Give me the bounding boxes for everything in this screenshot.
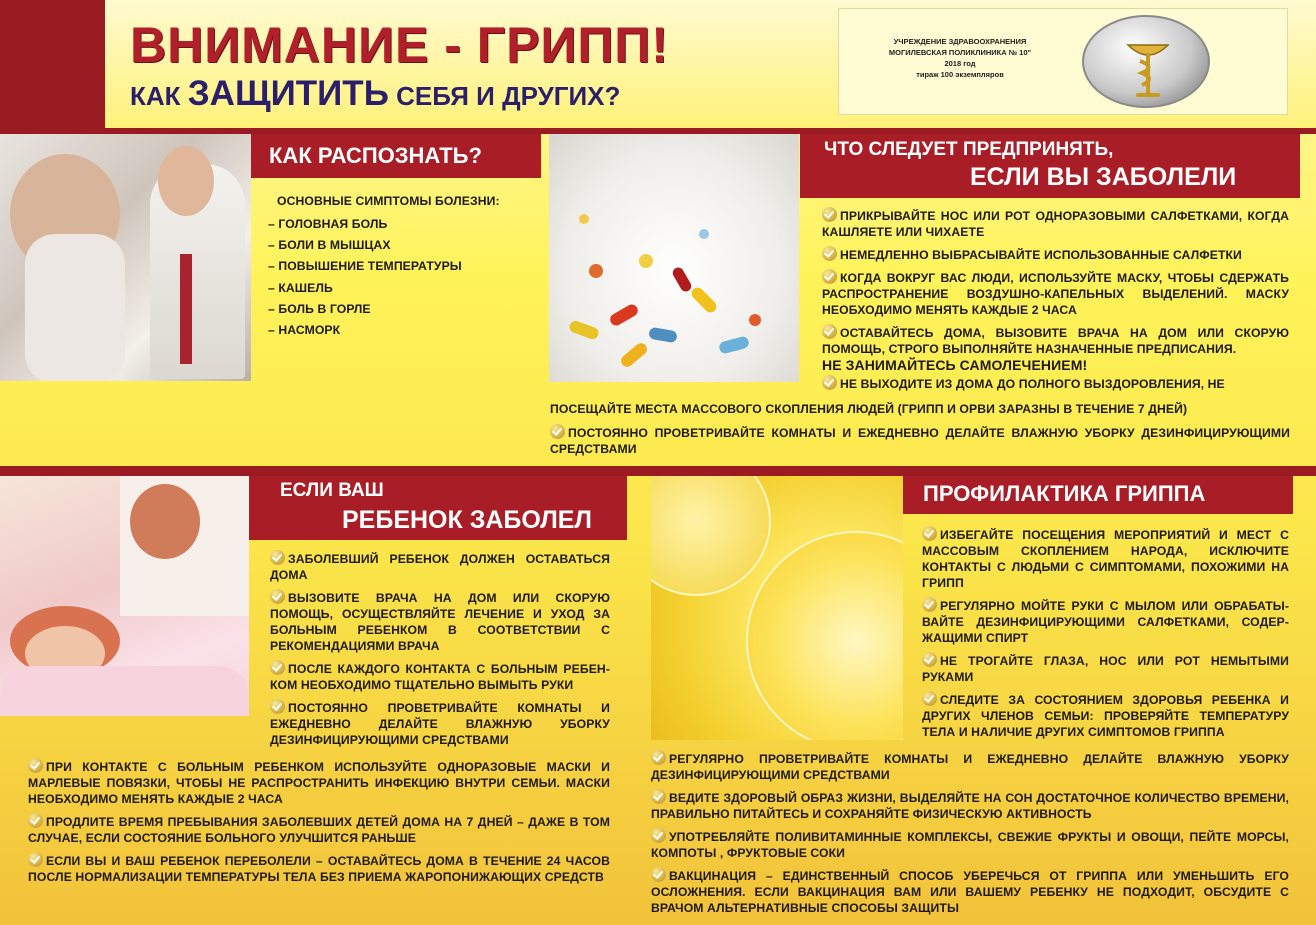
subtitle-part-2: СЕБЯ И ДРУГИХ? bbox=[388, 81, 621, 111]
symptom-item: – КАШЕЛЬ bbox=[268, 280, 333, 295]
list-item: ЗАБОЛЕВШИЙ РЕБЕНОК ДОЛЖЕН ОСТАВАТЬСЯ ДОМА bbox=[270, 552, 610, 582]
checkmark-icon bbox=[822, 269, 837, 284]
if-sick-title-line2: ЕСЛИ ВЫ ЗАБОЛЕЛИ bbox=[970, 163, 1237, 191]
list-item: НЕМЕДЛЕННО ВЫБРАСЫВАЙТЕ ИСПОЛЬЗОВАННЫЕ САЛФЕТКИ bbox=[822, 246, 1289, 263]
list-item: СЛЕДИТЕ ЗА СОСТОЯНИЕМ ЗДОРОВЬЯ РЕБЕНКА И ДРУГИХ ЧЛЕНОВ СЕМЬИ: ПРОВЕРЯЙТЕ ТЕМПЕРАТУРУ ТЕЛА И НАЛИЧИЕ ДРУГИХ СИМПТОМОВ ГРИППА bbox=[922, 693, 1289, 739]
checkmark-icon bbox=[922, 597, 937, 612]
if-sick-item5-continued: ПОСЕЩАЙТЕ МЕСТА МАССОВОГО СКОПЛЕНИЯ ЛЮДЕЙ (ГРИПП И ОРВИ ЗАРАЗНЫ В ТЕЧЕНИЕ 7 ДНЕЙ) bbox=[550, 402, 1188, 416]
checkmark-icon bbox=[651, 828, 666, 843]
list-item: РЕГУЛЯРНО ПРОВЕТРИВАЙТЕ КОМНАТЫ И ЕЖЕДНЕВНО ДЕЛАЙТЕ ВЛАЖНУЮ УБОРКУ ДЕЗИНФИЦИРУЮЩИМИ СРЕДСТВАМИ bbox=[651, 752, 1289, 782]
symptoms-list bbox=[268, 214, 462, 341]
child-wide-list bbox=[28, 758, 610, 891]
checkmark-icon bbox=[651, 750, 666, 765]
list-item: ЕСЛИ ВЫ И ВАШ РЕБЕНОК ПЕРЕБОЛЕЛИ – ОСТАВАЙТЕСЬ ДОМА В ТЕЧЕНИЕ 24 ЧАСОВ ПОСЛЕ НОРМАЛИЗАЦИИ ТЕМПЕРАТУРЫ ТЕЛА БЕЗ ПРИЕМА ЖАРОПОНИЖАЮЩИХ СРЕДСТВ bbox=[28, 854, 610, 884]
checkmark-icon bbox=[822, 246, 837, 261]
symptom-item: – НАСМОРК bbox=[268, 323, 341, 338]
publisher-line: 2018 год bbox=[944, 59, 976, 68]
symptom-item: – БОЛЬ В ГОРЛЕ bbox=[268, 301, 371, 316]
checkmark-icon bbox=[651, 789, 666, 804]
list-item: ПОСТОЯННО ПРОВЕТРИВАЙТЕ КОМНАТЫ И ЕЖЕДНЕВНО ДЕЛАЙТЕ ВЛАЖНУЮ УБОРКУ ДЕЗИНФИЦИРУЮЩИМИ СРЕДСТВАМИ bbox=[550, 426, 1290, 456]
doctor-and-patient-photo bbox=[0, 134, 251, 381]
list-item: КОГДА ВОКРУГ ВАС ЛЮДИ, ИСПОЛЬЗУЙТЕ МАСКУ, ЧТОБЫ СДЕРЖАТЬ РАСПРОСТРАНЕНИЕ ВОЗДУШНО-КАПЕЛЬНЫХ ВЫДЕЛЕНИЙ. МАСКУ НЕОБХОДИМО МЕНЯТЬ КАЖДЫЕ 2 ЧАСА bbox=[822, 271, 1289, 317]
list-item: ПОСТОЯННО ПРОВЕТРИВАЙТЕ КОМНАТЫ И ЕЖЕДНЕВНО ДЕЛАЙТЕ ВЛАЖНУЮ УБОРКУ ДЕЗИНФИЦИРУЮЩИМИ СРЕДСТВАМИ bbox=[270, 701, 610, 747]
poster-title: ВНИМАНИЕ - ГРИПП! bbox=[130, 17, 669, 73]
checkmark-icon bbox=[822, 375, 837, 390]
list-item: НЕ ВЫХОДИТЕ ИЗ ДОМА ДО ПОЛНОГО ВЫЗДОРОВЛЕНИЯ, НЕ bbox=[822, 375, 1289, 392]
checkmark-icon bbox=[28, 852, 43, 867]
prevention-list bbox=[922, 526, 1289, 746]
checkmark-icon bbox=[270, 550, 285, 565]
symptom-item: – ПОВЫШЕНИЕ ТЕМПЕРАТУРЫ bbox=[268, 259, 462, 274]
list-item: УПОТРЕБЛЯЙТЕ ПОЛИВИТАМИННЫЕ КОМПЛЕКСЫ, СВЕЖИЕ ФРУКТЫ И ОВОЩИ, ПЕЙТЕ МОРСЫ, КОМПОТЫ , ФРУКТОВЫЕ СОКИ bbox=[651, 830, 1289, 860]
list-item: ВЕДИТЕ ЗДОРОВЫЙ ОБРАЗ ЖИЗНИ, ВЫДЕЛЯЙТЕ НА СОН ДОСТАТОЧНОЕ КОЛИЧЕСТВО ВРЕМЕНИ, ПРАВИЛЬНО ПИТАЙТЕСЬ И СОХРАНЯЙТЕ ФИЗИЧЕСКУЮ АКТИВНОСТЬ bbox=[651, 791, 1289, 821]
child-title-line2: РЕБЕНОК ЗАБОЛЕЛ bbox=[342, 506, 592, 534]
emphasis-text: НЕ ЗАНИМАЙТЕСЬ САМОЛЕЧЕНИЕМ! bbox=[822, 357, 1088, 373]
checkmark-icon bbox=[822, 207, 837, 222]
list-item: ИЗБЕГАЙТЕ ПОСЕЩЕНИЯ МЕРОПРИЯТИЙ И МЕСТ С МАССОВЫМ СКОПЛЕНИЕМ НАРОДА, ИСКЛЮЧИТЕ КОНТАКТЫ С ЛЮДЬМИ С СИМПТОМАМИ, ПОХОЖИМИ НА ГРИПП bbox=[922, 528, 1289, 590]
list-item: ОСТАВАЙТЕСЬ ДОМА, ВЫЗОВИТЕ ВРАЧА НА ДОМ ИЛИ СКОРУЮ ПОМОЩЬ, СТРОГО ВЫПОЛНЯЙТЕ НАЗНАЧЕННЫЕ ПРЕДПИСАНИЯ. bbox=[822, 326, 1289, 356]
list-item: РЕГУЛЯРНО МОЙТЕ РУКИ С МЫЛОМ ИЛИ ОБРАБАТЫ-ВАЙТЕ ДЕЗИНФИЦИРУЮЩИМИ САЛФЕТКАМИ, СОДЕР-ЖАЩИМИ СПИРТ bbox=[922, 599, 1289, 645]
checkmark-icon bbox=[28, 758, 43, 773]
prevention-title: ПРОФИЛАКТИКА ГРИППА bbox=[923, 481, 1206, 506]
prevention-wide-list bbox=[651, 750, 1289, 922]
checkmark-icon bbox=[270, 699, 285, 714]
publisher-info bbox=[845, 36, 1075, 80]
checkmark-icon bbox=[651, 867, 666, 882]
recognize-header bbox=[251, 134, 541, 178]
list-item: ВАКЦИНАЦИЯ – ЕДИНСТВЕННЫЙ СПОСОБ УБЕРЕЧЬСЯ ОТ ГРИППА ИЛИ УМЕНЬШИТЬ ЕГО ОСЛОЖНЕНИЯ. ЕСЛИ ВАКЦИНАЦИЯ ВАМ ИЛИ ВАШЕМУ РЕБЕНКУ НЕ ПОДХОДИТ, ОБСУДИТЕ С ВРАЧОМ АЛЬТЕРНАТИВНЫЕ СПОСОБЫ ЗАЩИТЫ bbox=[651, 869, 1289, 915]
checkmark-icon bbox=[922, 652, 937, 667]
if-sick-list bbox=[822, 207, 1289, 392]
subtitle-emphasis: ЗАЩИТИТЬ bbox=[187, 74, 389, 113]
subtitle-part-1: КАК bbox=[130, 81, 188, 111]
pills-photo bbox=[549, 134, 799, 382]
if-sick-title-line1: ЧТО СЛЕДУЕТ ПРЕДПРИНЯТЬ, bbox=[824, 139, 1114, 160]
checkmark-icon bbox=[28, 813, 43, 828]
sick-child-photo bbox=[0, 476, 249, 716]
list-item: ПОСЛЕ КАЖДОГО КОНТАКТА С БОЛЬНЫМ РЕБЕН-КОМ НЕОБХОДИМО ТЩАТЕЛЬНО ВЫМЫТЬ РУКИ bbox=[270, 662, 610, 692]
symptoms-intro: ОСНОВНЫЕ СИМПТОМЫ БОЛЕЗНИ: bbox=[277, 194, 500, 208]
list-item: ПРОДЛИТЕ ВРЕМЯ ПРЕБЫВАНИЯ ЗАБОЛЕВШИХ ДЕТЕЙ ДОМА НА 7 ДНЕЙ – ДАЖЕ В ТОМ СЛУЧАЕ, ЕСЛИ СОСТОЯНИЕ БОЛЬНОГО УЛУЧШИТСЯ РАНЬШЕ bbox=[28, 815, 610, 845]
header-red-block bbox=[0, 0, 105, 128]
child-list bbox=[270, 550, 610, 754]
publisher-line: УЧРЕЖДЕНИЕ ЗДРАВООХРАНЕНИЯ bbox=[893, 37, 1027, 46]
middle-divider bbox=[0, 466, 1316, 476]
list-item: ПРИКРЫВАЙТЕ НОС ИЛИ РОТ ОДНОРАЗОВЫМИ САЛФЕТКАМИ, КОГДА КАШЛЯЕТЕ ИЛИ ЧИХАЕТЕ bbox=[822, 209, 1289, 239]
checkmark-icon bbox=[270, 589, 285, 604]
prevention-header bbox=[903, 476, 1293, 514]
list-item: ВЫЗОВИТЕ ВРАЧА НА ДОМ ИЛИ СКОРУЮ ПОМОЩЬ, ОСУЩЕСТВЛЯЙТЕ ЛЕЧЕНИЕ И УХОД ЗА БОЛЬНЫМ РЕБЕНКОМ В СООТВЕТСТВИИ С РЕКОМЕНДАЦИЯМИ ВРАЧА bbox=[270, 591, 610, 653]
list-item: ПРИ КОНТАКТЕ С БОЛЬНЫМ РЕБЕНКОМ ИСПОЛЬЗУЙТЕ ОДНОРАЗОВЫЕ МАСКИ И МАРЛЕВЫЕ ПОВЯЗКИ, ЧТОБЫ НЕ РАСПРОСТРАНИТЬ ИНФЕКЦИЮ ВНУТРИ СЕМЬИ. МАСКИ НЕОБХОДИМО МЕНЯТЬ КАЖДЫЕ 2 ЧАСА bbox=[28, 760, 610, 806]
lemon-photo bbox=[651, 476, 903, 740]
checkmark-icon bbox=[270, 660, 285, 675]
checkmark-icon bbox=[550, 424, 565, 439]
medical-emblem-icon bbox=[1082, 15, 1210, 108]
publisher-line: тираж 100 экземпляров bbox=[916, 70, 1004, 79]
publisher-line: МОГИЛЕВСКАЯ ПОЛИКЛИНИКА № 10" bbox=[888, 48, 1032, 57]
child-title-line1: ЕСЛИ ВАШ bbox=[280, 480, 384, 501]
checkmark-icon bbox=[922, 691, 937, 706]
symptom-item: – ГОЛОВНАЯ БОЛЬ bbox=[268, 217, 388, 231]
symptom-item: – БОЛИ В МЫШЦАХ bbox=[268, 238, 391, 253]
list-item: НЕ ТРОГАЙТЕ ГЛАЗА, НОС ИЛИ РОТ НЕМЫТЫМИ РУКАМИ bbox=[922, 654, 1289, 684]
checkmark-icon bbox=[922, 526, 937, 541]
recognize-title: КАК РАСПОЗНАТЬ? bbox=[269, 143, 482, 168]
checkmark-icon bbox=[822, 324, 837, 339]
poster-subtitle bbox=[130, 74, 620, 114]
